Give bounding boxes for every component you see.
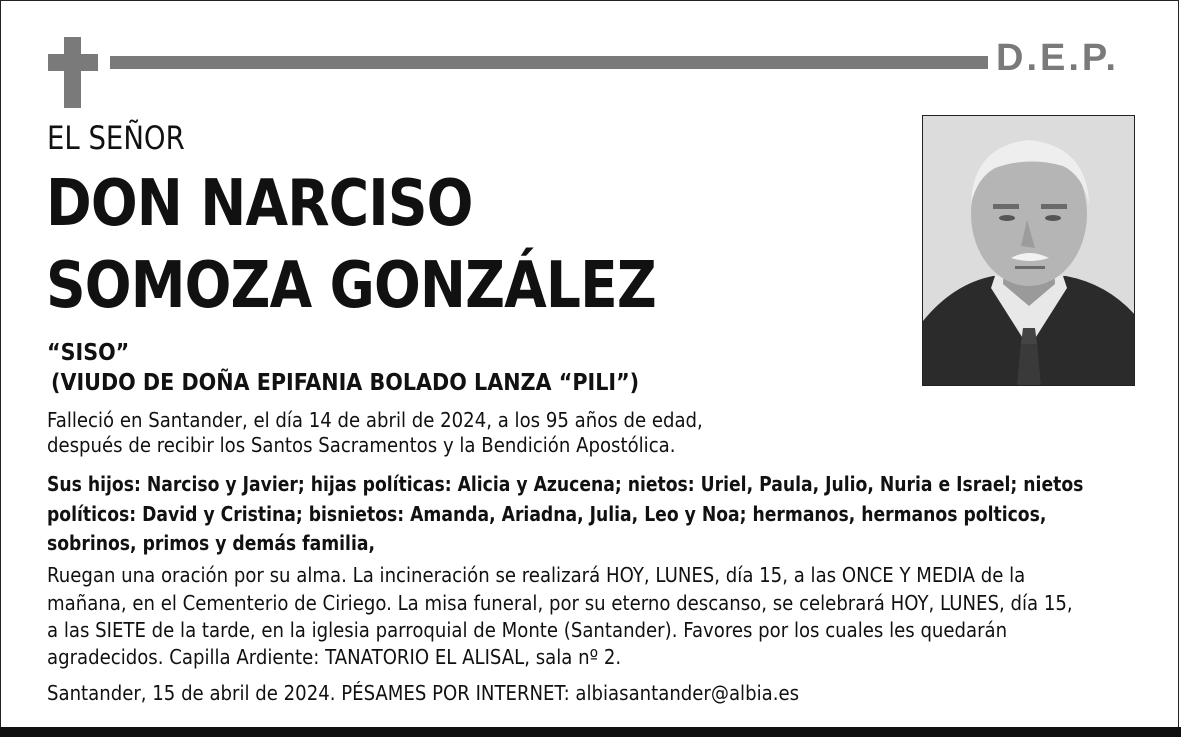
bottom-rule — [0, 727, 1181, 737]
footer-line: Santander, 15 de abril de 2024. PÉSAMES POR INTERNET: albiasantander@albia.es — [47, 681, 800, 705]
family-line-2: políticos: David y Cristina; bisnietos: Amanda, Ariadna, Julia, Leo y Noa; hermanos, hermanos polticos, — [47, 502, 1047, 526]
nickname: “SISO” — [47, 340, 130, 366]
service-line-4: agradecidos. Capilla Ardiente: TANATORIO EL ALISAL, sala nº 2. — [47, 645, 622, 669]
header-rule — [110, 56, 988, 69]
family-line-1: Sus hijos: Narciso y Javier; hijas políticas: Alicia y Azucena; nietos: Uriel, Paula, Julio, Nuria e Israel; nietos — [47, 472, 1084, 496]
family-line-3: sobrinos, primos y demás familia, — [47, 531, 375, 555]
honorific: EL SEÑOR — [47, 119, 185, 157]
portrait-image — [923, 116, 1135, 386]
service-line-3: a las SIETE de la tarde, en la iglesia parroquial de Monte (Santander). Favores por los cuales les quedarán — [47, 618, 1008, 642]
deceased-name — [46, 163, 656, 327]
portrait-photo — [922, 115, 1135, 386]
deceased-name-line2: SOMOZA GONZÁLEZ — [46, 249, 656, 323]
death-line-2: después de recibir los Santos Sacramentos y la Bendición Apostólica. — [47, 433, 676, 457]
dep-label: D.E.P. — [996, 37, 1119, 79]
service-line-2: mañana, en el Cementerio de Ciriego. La misa funeral, por su eterno descanso, se celebrará HOY, LUNES, día 15, — [47, 591, 1073, 615]
widow-of: (VIUDO DE DOÑA EPIFANIA BOLADO LANZA “PILI”) — [51, 370, 640, 396]
death-line-1: Falleció en Santander, el día 14 de abril de 2024, a los 95 años de edad, — [47, 408, 703, 432]
deceased-name-line1: DON NARCISO — [46, 167, 473, 241]
service-line-1: Ruegan una oración por su alma. La incineración se realizará HOY, LUNES, día 15, a las ONCE Y MEDIA de la — [47, 563, 1026, 587]
